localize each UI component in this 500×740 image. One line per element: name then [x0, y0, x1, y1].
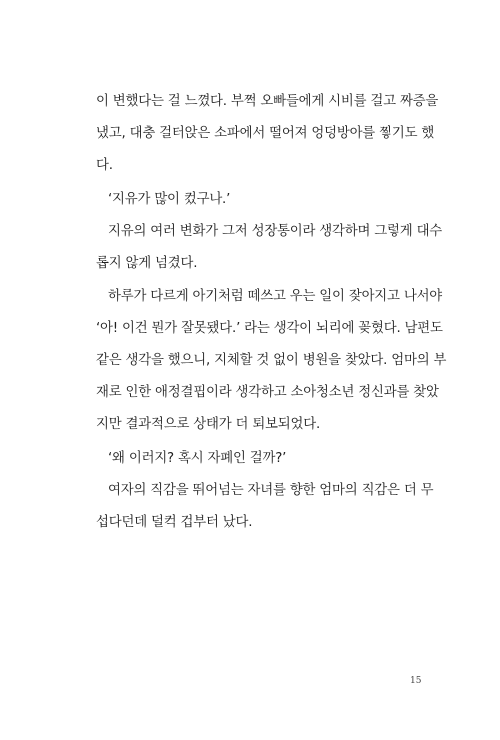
body-line: 롭지 않게 넘겼다.: [96, 256, 198, 271]
body-line: ‘왜 이러지? 혹시 자폐인 걸까?’: [108, 451, 287, 466]
body-line: 다.: [96, 158, 113, 173]
body-line: 섭다던데 덜컥 겁부터 났다.: [96, 515, 253, 530]
page-number: 15: [410, 676, 422, 686]
body-line: 지만 결과적으로 상태가 더 퇴보되었다.: [96, 417, 321, 432]
body-line: 하루가 다르게 아기처럼 떼쓰고 우는 일이 잦아지고 나서야: [108, 289, 443, 304]
body-line: 지유의 여러 변화가 그저 성장통이라 생각하며 그렇게 대수: [108, 224, 443, 239]
body-line: 냈고, 대충 걸터앉은 소파에서 떨어져 엉덩방아를 찧기도 했: [96, 126, 435, 141]
body-line: 여자의 직감을 뛰어넘는 자녀를 향한 엄마의 직감은 더 무: [108, 483, 434, 498]
body-line: ‘아! 이건 뭔가 잘못됐다.’ 라는 생각이 뇌리에 꽂혔다. 남편도: [96, 321, 443, 336]
body-line: ‘지유가 많이 컸구나.’: [108, 192, 231, 207]
body-line: 이 변했다는 걸 느꼈다. 부쩍 오빠들에게 시비를 걸고 짜증을: [96, 94, 439, 109]
body-line: 같은 생각을 했으니, 지체할 것 없이 병원을 찾았다. 엄마의 부: [96, 353, 447, 368]
body-line: 재로 인한 애정결핍이라 생각하고 소아청소년 정신과를 찾았: [96, 385, 439, 400]
